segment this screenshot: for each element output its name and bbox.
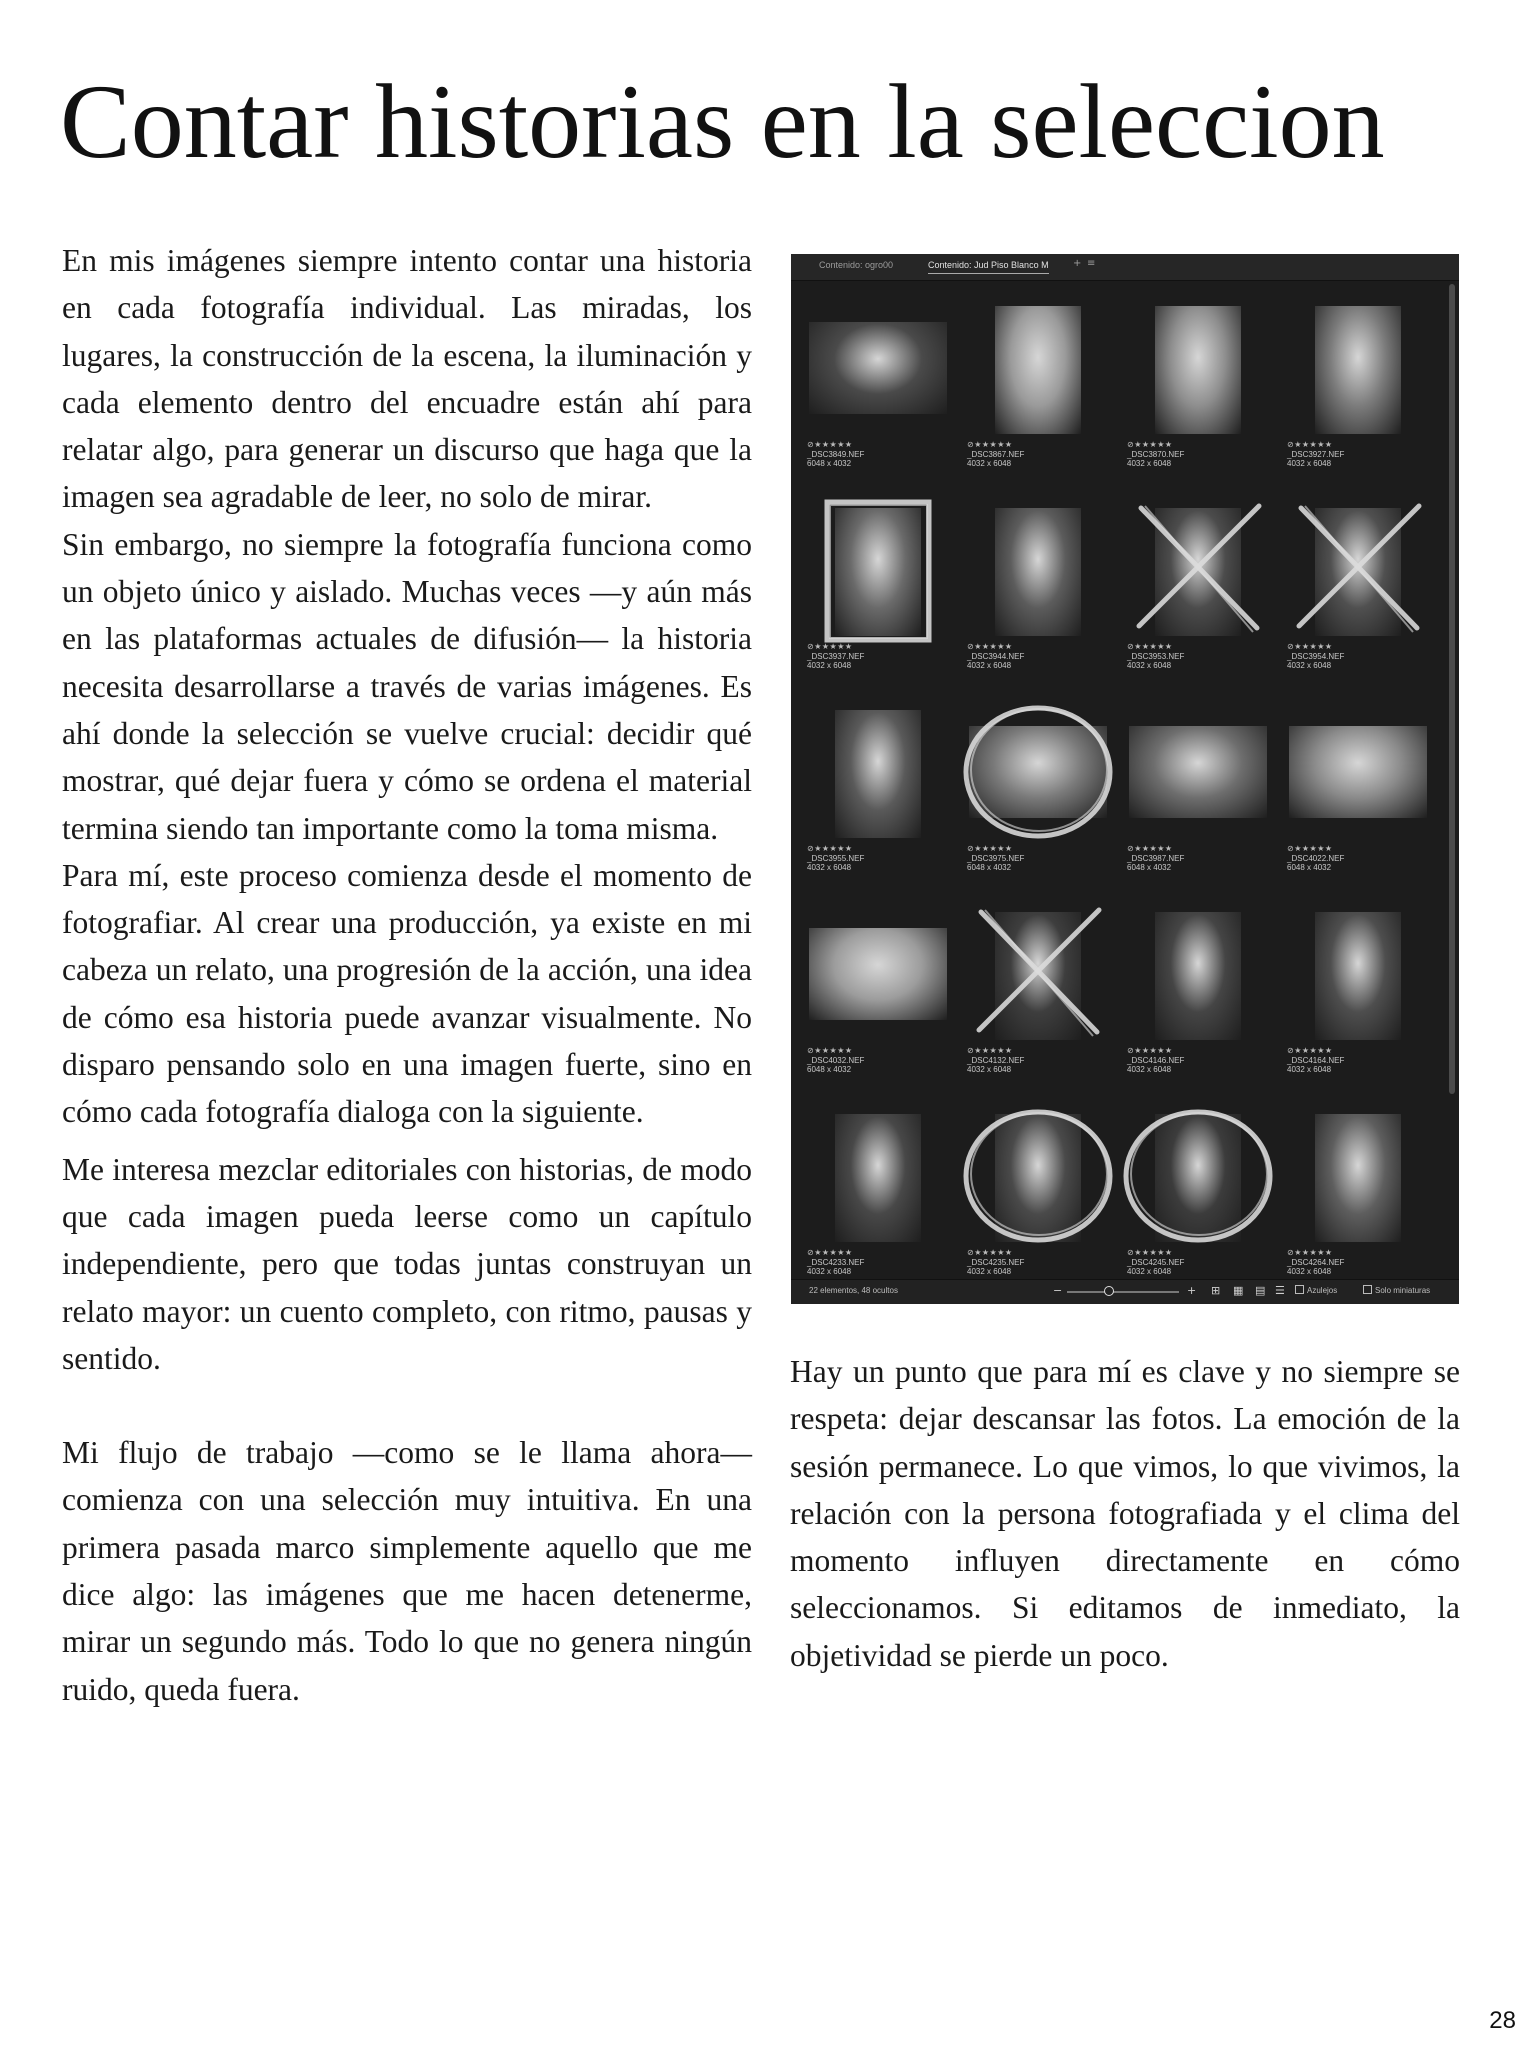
- thumbnail-cell[interactable]: [1119, 890, 1277, 1090]
- photo-thumbnail[interactable]: [1315, 1114, 1401, 1242]
- rating-stars[interactable]: ⊘★★★★★: [1287, 1046, 1333, 1055]
- tab-menu-icon[interactable]: ≡: [1087, 258, 1096, 269]
- rating-stars[interactable]: ⊘★★★★★: [1287, 642, 1333, 651]
- thumbnail-cell[interactable]: [1119, 1092, 1277, 1292]
- item-count: 22 elementos, 48 ocultos: [809, 1286, 898, 1295]
- image-dimensions: 4032 x 6048: [967, 661, 1012, 670]
- thumbnail-meta: [807, 1248, 864, 1277]
- status-bar: [791, 1279, 1459, 1304]
- thumbnail-meta: [1287, 642, 1344, 671]
- photo-thumbnail[interactable]: [1155, 508, 1241, 636]
- image-dimensions: 4032 x 6048: [1127, 459, 1172, 468]
- rating-stars[interactable]: ⊘★★★★★: [807, 1046, 853, 1055]
- photo-thumbnail[interactable]: [809, 928, 947, 1020]
- file-name: _DSC4032.NEF: [807, 1055, 865, 1065]
- paragraph: Mi flujo de trabajo —como se le llama ahora— comienza con una selección muy intuitiva. En una primera pasada marco simplemente aquello que me dice algo: las imágenes que me hacen detenerme, mirar un segundo más. Todo lo que no genera ningún ruido, queda fuera.: [62, 1435, 752, 1707]
- photo-thumbnail[interactable]: [995, 1114, 1081, 1242]
- rating-stars[interactable]: ⊘★★★★★: [807, 440, 853, 449]
- grid-view-icon[interactable]: ⊞: [1211, 1284, 1221, 1297]
- thumbnail-meta: [807, 440, 864, 469]
- image-dimensions: 6048 x 4032: [1127, 863, 1172, 872]
- photo-thumbnail[interactable]: [969, 726, 1107, 818]
- file-name: _DSC3849.NEF: [807, 449, 865, 459]
- photo-thumbnail[interactable]: [1155, 1114, 1241, 1242]
- rating-stars[interactable]: ⊘★★★★★: [967, 1046, 1013, 1055]
- photo-thumbnail[interactable]: [1155, 912, 1241, 1040]
- tiles-label: Azulejos: [1307, 1286, 1338, 1295]
- photo-thumbnail[interactable]: [1315, 508, 1401, 636]
- image-dimensions: 4032 x 6048: [1127, 1267, 1172, 1276]
- file-name: _DSC4132.NEF: [967, 1055, 1025, 1065]
- paragraph: Para mí, este proceso comienza desde el momento de fotografiar. Al crear una producción, ya existe en mi cabeza un relato, una progresión de la acción, una idea de cómo esa historia puede avanzar visualmente. No disparo pensando solo en una imagen fuerte, sino en cómo cada fotografía dialoga con la siguiente.: [62, 857, 752, 1130]
- add-tab-icon[interactable]: +: [1073, 258, 1082, 269]
- tiles-checkbox[interactable]: [1295, 1285, 1337, 1295]
- photo-thumbnail[interactable]: [1155, 306, 1241, 434]
- image-dimensions: 4032 x 6048: [1287, 459, 1332, 468]
- zoom-slider[interactable]: [1067, 1291, 1179, 1293]
- file-name: _DSC3975.NEF: [967, 853, 1025, 863]
- thumbnail-cell[interactable]: [799, 1092, 957, 1292]
- rating-stars[interactable]: ⊘★★★★★: [967, 1248, 1013, 1257]
- thumbnail-cell[interactable]: [1279, 688, 1437, 888]
- file-name: _DSC3955.NEF: [807, 853, 865, 863]
- thumbnail-cell[interactable]: [1279, 890, 1437, 1090]
- rating-stars[interactable]: ⊘★★★★★: [967, 844, 1013, 853]
- rating-stars[interactable]: ⊘★★★★★: [1287, 1248, 1333, 1257]
- zoom-slider-knob[interactable]: [1104, 1286, 1114, 1296]
- image-dimensions: 4032 x 6048: [1287, 1065, 1332, 1074]
- thumbnail-meta: [967, 844, 1024, 873]
- thumbnail-meta: [1127, 440, 1184, 469]
- page-number: 28: [1489, 2007, 1516, 2034]
- detail-view-icon[interactable]: ▤: [1255, 1284, 1266, 1297]
- image-dimensions: 4032 x 6048: [967, 1267, 1012, 1276]
- thumbnail-meta: [967, 440, 1024, 469]
- thumbnail-meta: [1127, 1046, 1184, 1075]
- photo-thumbnail[interactable]: [1315, 306, 1401, 434]
- file-name: _DSC3954.NEF: [1287, 651, 1345, 661]
- zoom-in-icon[interactable]: +: [1187, 1284, 1197, 1297]
- file-name: _DSC4164.NEF: [1287, 1055, 1345, 1065]
- file-name: _DSC3944.NEF: [967, 651, 1025, 661]
- rating-stars[interactable]: ⊘★★★★★: [807, 844, 853, 853]
- tab-bar: [791, 254, 1459, 281]
- thumbnail-meta: [807, 844, 864, 873]
- left-text-column: [62, 237, 752, 1713]
- rating-stars[interactable]: ⊘★★★★★: [1127, 440, 1173, 449]
- file-name: _DSC3953.NEF: [1127, 651, 1185, 661]
- thumbnail-cell[interactable]: [799, 890, 957, 1090]
- thumbnail-cell[interactable]: [1279, 486, 1437, 686]
- photo-thumbnail[interactable]: [835, 1114, 921, 1242]
- photo-thumbnail[interactable]: [835, 710, 921, 838]
- rating-stars[interactable]: ⊘★★★★★: [1127, 844, 1173, 853]
- thumbnail-view-icon[interactable]: ▦: [1233, 1284, 1244, 1297]
- photo-thumbnail[interactable]: [835, 508, 921, 636]
- right-text-column: [790, 1348, 1460, 1679]
- thumbnail-cell[interactable]: [1119, 284, 1277, 484]
- thumbnail-meta: [1127, 1248, 1184, 1277]
- image-dimensions: 4032 x 6048: [1127, 1065, 1172, 1074]
- thumbnail-cell[interactable]: [799, 486, 957, 686]
- thumbnail-meta: [1287, 1046, 1344, 1075]
- photo-browser-screenshot: [791, 254, 1459, 1304]
- image-dimensions: 4032 x 6048: [807, 1267, 852, 1276]
- image-dimensions: 4032 x 6048: [807, 661, 852, 670]
- paragraph: En mis imágenes siempre intento contar una historia en cada fotografía individual. Las miradas, los lugares, la construcción de la escena, la iluminación y cada elemento dentro del encuadre están ahí para relatar algo, para generar un discurso que haga que la imagen sea agradable de leer, no solo de mirar.: [62, 243, 752, 515]
- image-dimensions: 4032 x 6048: [967, 1065, 1012, 1074]
- thumbnail-cell[interactable]: [1119, 688, 1277, 888]
- thumbnail-cell[interactable]: [799, 688, 957, 888]
- file-name: _DSC3870.NEF: [1127, 449, 1185, 459]
- scrollbar[interactable]: [1449, 284, 1455, 1094]
- image-dimensions: 4032 x 6048: [967, 459, 1012, 468]
- paragraph: Sin embargo, no siempre la fotografía funciona como un objeto único y aislado. Muchas veces —y aún más en las plataformas actuales de difusión— la historia necesita desarrollarse a través de varias imágenes. Es ahí donde la selección se vuelve crucial: decidir qué mostrar, qué dejar fuera y cómo se ordena el material termina siendo tan importante como la toma misma.: [62, 526, 752, 846]
- photo-thumbnail[interactable]: [995, 912, 1081, 1040]
- thumbnail-cell[interactable]: [959, 1092, 1117, 1292]
- rating-stars[interactable]: ⊘★★★★★: [1127, 642, 1173, 651]
- file-name: _DSC4146.NEF: [1127, 1055, 1185, 1065]
- paragraph: Me interesa mezclar editoriales con historias, de modo que cada imagen pueda leerse como un capítulo independiente, pero que todas juntas construyan un relato mayor: un cuento completo, con ritmo, pausas y sentido.: [62, 1151, 752, 1376]
- image-dimensions: 6048 x 4032: [807, 1065, 852, 1074]
- image-dimensions: 6048 x 4032: [807, 459, 852, 468]
- thumbnail-meta: [1287, 440, 1344, 469]
- rating-stars[interactable]: ⊘★★★★★: [967, 642, 1013, 651]
- paragraph: Hay un punto que para mí es clave y no siempre se respeta: dejar descansar las fotos. La emoción de la sesión permanece. Lo que vimos, lo que vivimos, la relación con la persona fotografiada y el clima del momento influyen directamente en cómo seleccionamos. Si editamos de inmediato, la objetividad se pierde un poco.: [790, 1354, 1460, 1673]
- file-name: _DSC3987.NEF: [1127, 853, 1185, 863]
- photo-thumbnail[interactable]: [1129, 726, 1267, 818]
- thumbnail-cell[interactable]: [959, 486, 1117, 686]
- thumbnail-cell[interactable]: [959, 890, 1117, 1090]
- thumbnail-cell[interactable]: [959, 284, 1117, 484]
- thumbnail-meta: [1287, 844, 1344, 873]
- photo-thumbnail[interactable]: [809, 322, 947, 414]
- image-dimensions: 6048 x 4032: [967, 863, 1012, 872]
- thumbnail-meta: [1287, 1248, 1344, 1277]
- rating-stars[interactable]: ⊘★★★★★: [807, 642, 853, 651]
- file-name: _DSC4264.NEF: [1287, 1257, 1345, 1267]
- thumbnail-meta: [1127, 642, 1184, 671]
- image-dimensions: 4032 x 6048: [1287, 1267, 1332, 1276]
- rating-stars[interactable]: ⊘★★★★★: [1287, 844, 1333, 853]
- thumbnail-cell[interactable]: [1279, 1092, 1437, 1292]
- photo-thumbnail[interactable]: [1315, 912, 1401, 1040]
- file-name: _DSC3937.NEF: [807, 651, 865, 661]
- photo-thumbnail[interactable]: [995, 508, 1081, 636]
- thumbnail-cell[interactable]: [959, 688, 1117, 888]
- zoom-out-icon[interactable]: −: [1053, 1284, 1063, 1297]
- image-dimensions: 4032 x 6048: [1287, 661, 1332, 670]
- rating-stars[interactable]: ⊘★★★★★: [807, 1248, 853, 1257]
- page-title: Contar historias en la seleccion: [60, 63, 1385, 180]
- thumbnails-only-checkbox[interactable]: [1363, 1285, 1430, 1295]
- thumbnail-cell[interactable]: [1119, 486, 1277, 686]
- rating-stars[interactable]: ⊘★★★★★: [1287, 440, 1333, 449]
- thumbnail-meta: [1127, 844, 1184, 873]
- photo-thumbnail[interactable]: [1289, 726, 1427, 818]
- rating-stars[interactable]: ⊘★★★★★: [1127, 1046, 1173, 1055]
- file-name: _DSC3867.NEF: [967, 449, 1025, 459]
- image-dimensions: 4032 x 6048: [807, 863, 852, 872]
- image-dimensions: 6048 x 4032: [1287, 863, 1332, 872]
- rating-stars[interactable]: ⊘★★★★★: [1127, 1248, 1173, 1257]
- list-view-icon[interactable]: ☰: [1275, 1284, 1285, 1297]
- thumbnail-meta: [807, 1046, 864, 1075]
- photo-thumbnail[interactable]: [995, 306, 1081, 434]
- file-name: _DSC4022.NEF: [1287, 853, 1345, 863]
- tab-content-active[interactable]: Contenido: Jud Piso Blanco M: [928, 260, 1049, 274]
- rating-stars[interactable]: ⊘★★★★★: [967, 440, 1013, 449]
- file-name: _DSC3927.NEF: [1287, 449, 1345, 459]
- thumbnails-only-label: Solo miniaturas: [1375, 1286, 1431, 1295]
- thumbnail-cell[interactable]: [799, 284, 957, 484]
- image-dimensions: 4032 x 6048: [1127, 661, 1172, 670]
- tab-content-ogro00[interactable]: Contenido: ogro00: [819, 260, 894, 270]
- thumbnail-meta: [807, 642, 864, 671]
- thumbnail-cell[interactable]: [1279, 284, 1437, 484]
- thumbnail-meta: [967, 1248, 1024, 1277]
- file-name: _DSC4245.NEF: [1127, 1257, 1185, 1267]
- thumbnail-meta: [967, 642, 1024, 671]
- file-name: _DSC4235.NEF: [967, 1257, 1025, 1267]
- thumbnail-meta: [967, 1046, 1024, 1075]
- file-name: _DSC4233.NEF: [807, 1257, 865, 1267]
